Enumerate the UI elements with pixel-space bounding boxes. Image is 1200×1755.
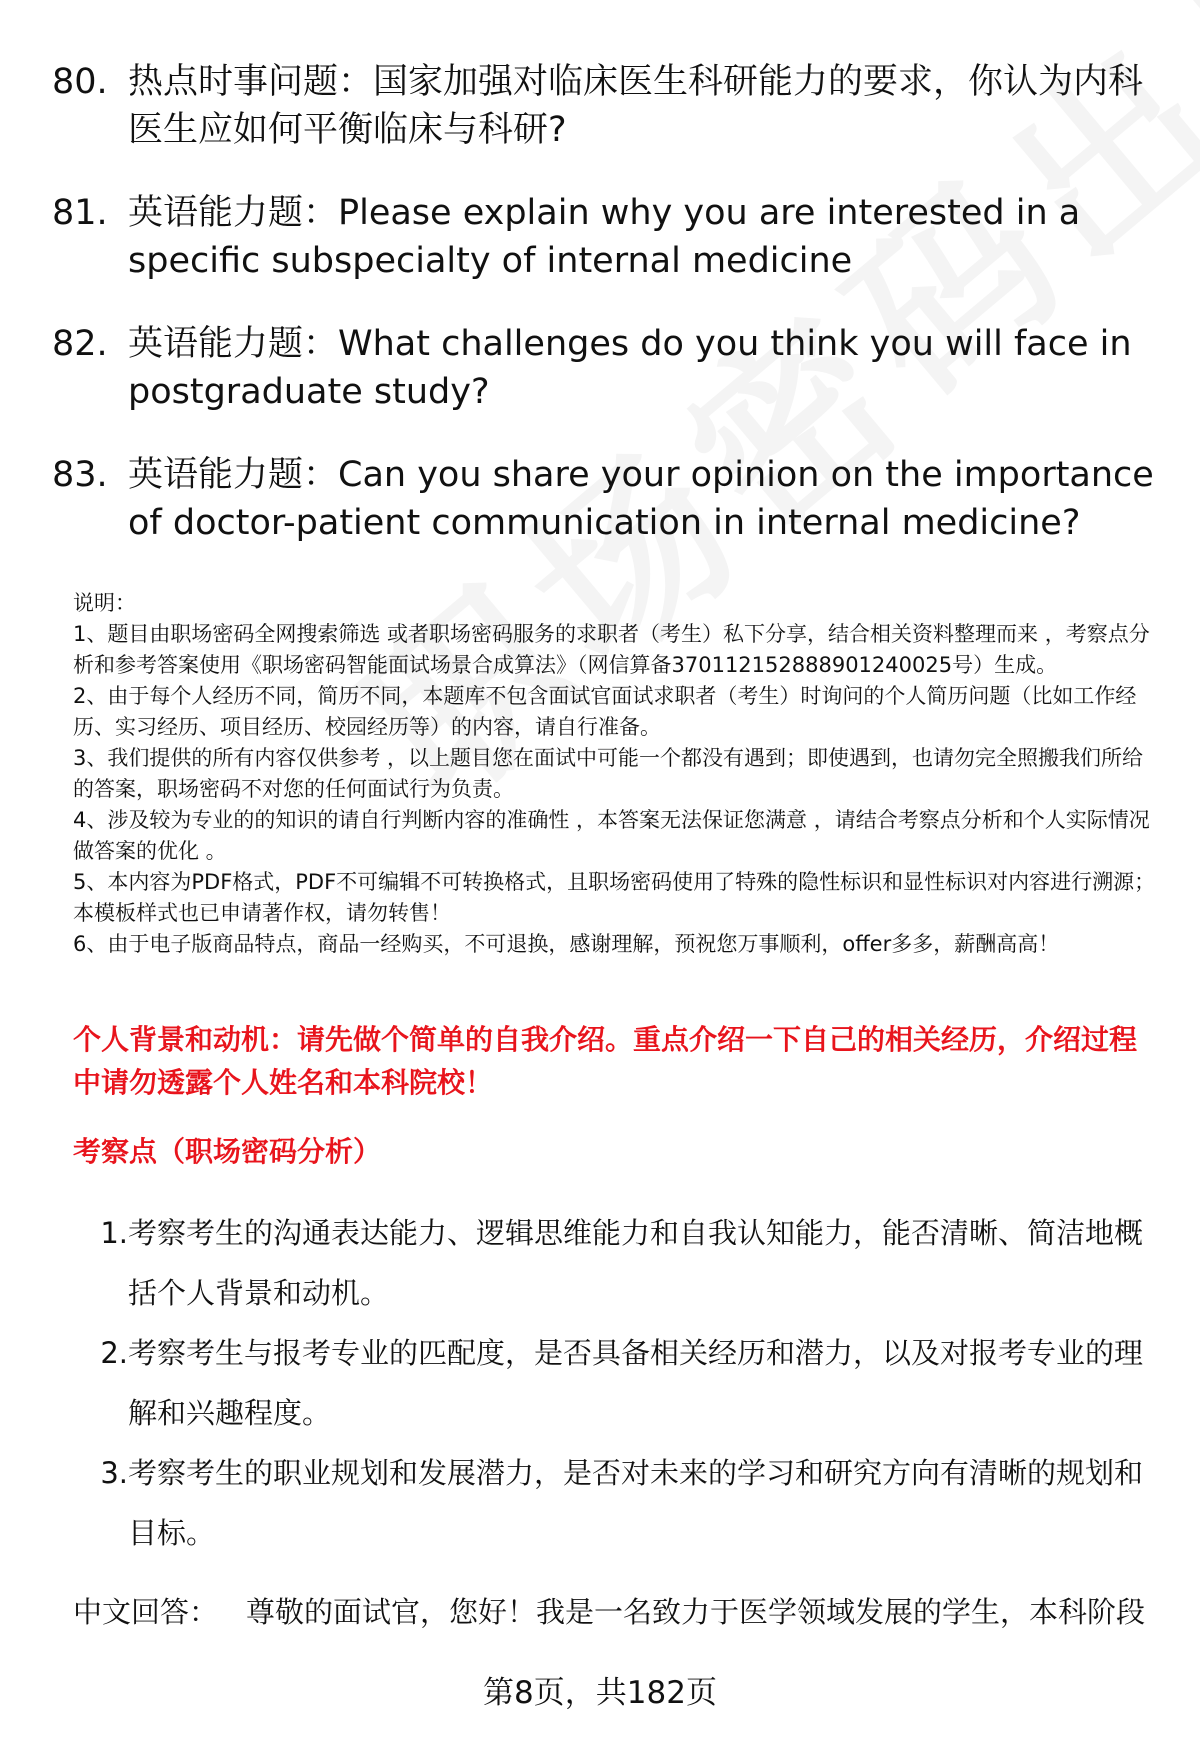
question-number: 82.: [52, 324, 108, 364]
notes-item: 5、本内容为PDF格式，PDF不可编辑不可转换格式，且职场密码使用了特殊的隐性标识和显性标识对内容进行溯源；本模板样式也已申请著作权，请勿转售！: [73, 870, 1156, 925]
notes-block: [73, 588, 1163, 960]
answer-paragraph: [73, 1592, 1173, 1632]
analysis-point: [73, 1203, 1163, 1323]
question-item: [52, 58, 1162, 154]
question-text: 英语能力题：Please explain why you are interested in a specific subspecialty of internal medicine: [128, 193, 1081, 281]
question-item: [52, 451, 1162, 547]
question-item: [52, 320, 1162, 416]
notes-item: 3、我们提供的所有内容仅供参考 ，以上题目您在面试中可能一个都没有遇到；即使遇到，也请勿完全照搬我们所给的答案，职场密码不对您的任何面试行为负责。: [73, 746, 1144, 801]
question-text: 英语能力题：What challenges do you think you will face in postgraduate study?: [128, 324, 1132, 412]
question-number: 80.: [52, 62, 108, 102]
analysis-points-list: [73, 1203, 1163, 1563]
analysis-point: [73, 1443, 1163, 1563]
question-item: [52, 189, 1162, 285]
notes-item: 6、由于电子版商品特点，商品一经购买，不可退换，感谢理解，预祝您万事顺利，offer多多，薪酬高高！: [73, 932, 1060, 956]
answer-label: 中文回答：: [73, 1595, 219, 1629]
analysis-point: [73, 1323, 1163, 1443]
interview-question-heading: 个人背景和动机：请先做个简单的自我介绍。重点介绍一下自己的相关经历，介绍过程中请勿透露个人姓名和本科院校！: [73, 1023, 1138, 1099]
answer-text: 尊敬的面试官，您好！我是一名致力于医学领域发展的学生，本科阶段: [246, 1595, 1146, 1629]
point-number: 3.: [100, 1456, 128, 1490]
notes-item: 4、涉及较为专业的的知识的请自行判断内容的准确性 ，本答案无法保证您满意 ，请结合考察点分析和个人实际情况做答案的优化 。: [73, 808, 1150, 863]
point-text: 考察考生的职业规划和发展潜力，是否对未来的学习和研究方向有清晰的规划和目标。: [128, 1456, 1144, 1550]
point-number: 1.: [100, 1216, 128, 1250]
question-text: 热点时事问题：国家加强对临床医生科研能力的要求，你认为内科医生应如何平衡临床与科研?: [128, 62, 1144, 150]
point-number: 2.: [100, 1336, 128, 1370]
page-footer: 第8页，共182页: [483, 1675, 717, 1711]
point-text: 考察考生的沟通表达能力、逻辑思维能力和自我认知能力，能否清晰、简洁地概括个人背景和动机。: [128, 1216, 1144, 1310]
question-number: 83.: [52, 455, 108, 495]
question-text: 英语能力题：Can you share your opinion on the importance of doctor-patient communication in internal medicine?: [128, 455, 1154, 543]
question-list: [52, 58, 1162, 582]
question-number: 81.: [52, 193, 108, 233]
analysis-points-heading: 考察点（职场密码分析）: [73, 1135, 382, 1168]
notes-item: 2、由于每个人经历不同，简历不同，本题库不包含面试官面试求职者（考生）时询问的个人简历问题（比如工作经历、实习经历、项目经历、校园经历等）的内容，请自行准备。: [73, 684, 1137, 739]
notes-heading: 说明：: [73, 591, 136, 615]
notes-item: 1、题目由职场密码全网搜索筛选 或者职场密码服务的求职者（考生）私下分享，结合相关资料整理而来 ，考察点分析和参考答案使用《职场密码智能面试场景合成算法》（网信算备370112152888901240025号）生成。: [73, 622, 1150, 677]
point-text: 考察考生与报考专业的匹配度，是否具备相关经历和潜力，以及对报考专业的理解和兴趣程度。: [128, 1336, 1144, 1430]
